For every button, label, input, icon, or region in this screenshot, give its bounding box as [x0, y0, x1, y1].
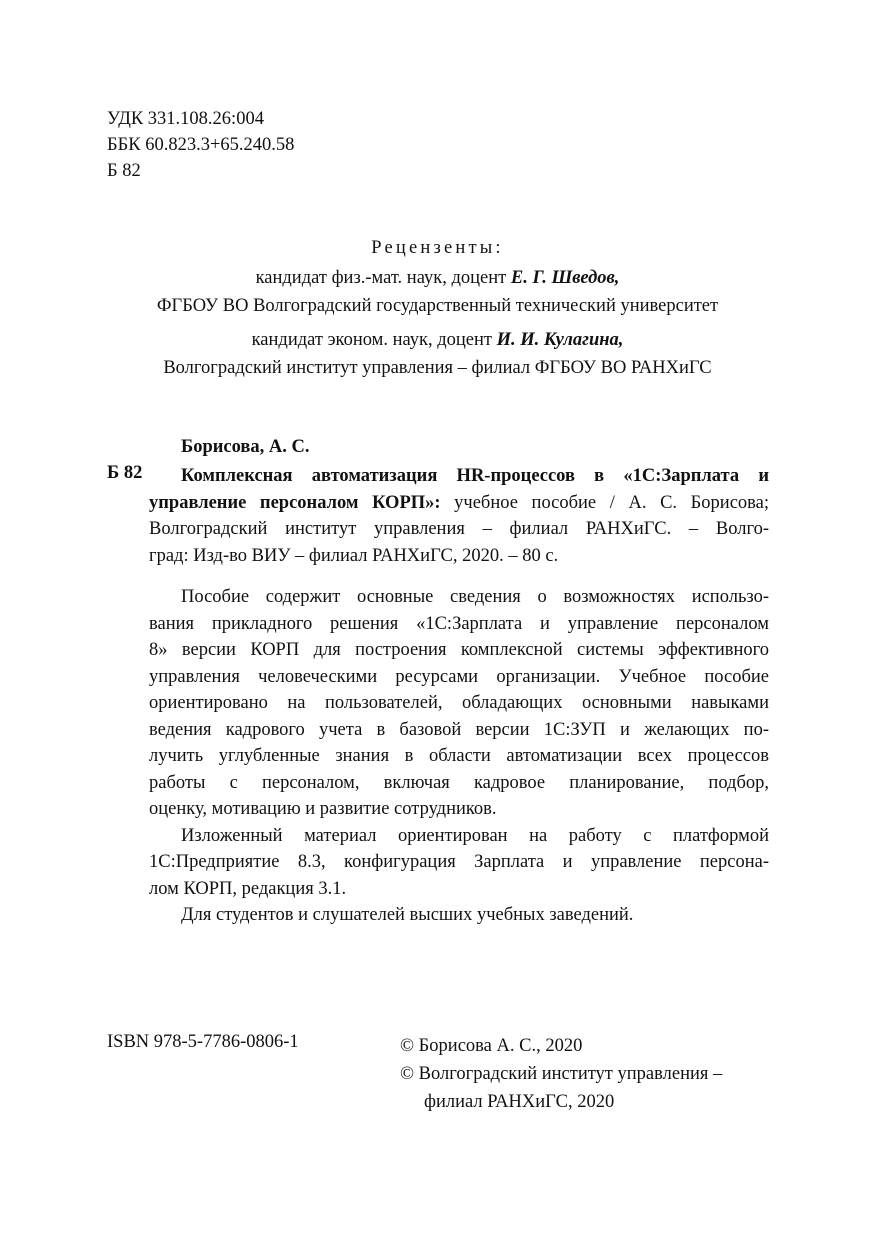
udk-code: УДК 331.108.26:004 [107, 109, 264, 129]
citation-line-4: град: Изд-во ВИУ – филиал РАНХиГС, 2020. – 80 с. [149, 545, 559, 566]
citation-line-2 [149, 490, 769, 517]
bibliographic-citation [149, 463, 769, 569]
abstract-line: ориентировано на пользователей, обладающих основными навыками [149, 693, 769, 713]
reviewer-1-line [0, 268, 875, 289]
abstract-line: лом КОРП, редакция 3.1. [149, 878, 347, 899]
abstract [149, 584, 769, 929]
reviewer-1-degree: кандидат физ.-мат. наук, доцент [255, 268, 511, 288]
reviewer-2-org: Волгоградский институт управления – филиал ФГБОУ ВО РАНХиГС [163, 358, 712, 378]
abstract-line: вания прикладного решения «1С:Зарплата и управление персоналом [149, 613, 769, 634]
copyright-institute: © Волгоградский институт управления – [400, 1064, 723, 1084]
audience-line: Для студентов и слушателей высших учебных заведений. [181, 905, 634, 925]
abstract-line: 1С:Предприятие 8.3, конфигурация Зарплата и управление персона- [149, 852, 769, 872]
citation-title-line-1: Комплексная автоматизация HR-процессов в «1С:Зарплата и [181, 466, 769, 486]
copyright-institute-cont: филиал РАНХиГС, 2020 [424, 1092, 615, 1112]
reviewer-2-name: И. И. Кулагина, [496, 330, 624, 350]
reviewer-1-name: Е. Г. Шведов, [510, 268, 620, 288]
abstract-line: Изложенный материал ориентирован на работу с платформой [181, 825, 769, 846]
classification-codes [107, 106, 294, 184]
citation-title-line-2: управление персоналом КОРП»: [149, 492, 441, 513]
abstract-line: управления человеческими ресурсами организации. Учебное пособие [149, 666, 769, 687]
abstract-line: 8» версии КОРП для построения комплексной системы эффективного [149, 640, 769, 660]
citation-code: Б 82 [107, 463, 143, 483]
abstract-line: Пособие содержит основные сведения о возможностях использо- [181, 587, 769, 607]
reviewer-2-line [0, 330, 875, 351]
author-mark: Б 82 [107, 161, 141, 181]
citation-line-3: Волгоградский институт управления – филиал РАНХиГС. – Волго- [149, 519, 769, 539]
reviewers-title: Рецензенты: [371, 238, 504, 258]
abstract-line: оценку, мотивацию и развитие сотрудников. [149, 799, 497, 819]
abstract-line: ведения кадрового учета в базовой версии 1С:ЗУП и желающих по- [149, 719, 769, 740]
citation-author: Борисова, А. С. [181, 437, 310, 457]
abstract-line: лучить углубленные знания в области автоматизации всех процессов [149, 746, 769, 766]
bbk-code: ББК 60.823.3+65.240.58 [107, 135, 295, 155]
reviewer-2-degree: кандидат эконом. наук, доцент [251, 330, 497, 350]
copyright-author: © Борисова А. С., 2020 [400, 1036, 583, 1056]
isbn: ISBN 978-5-7786-0806-1 [107, 1032, 299, 1052]
reviewer-1-org: ФГБОУ ВО Волгоградский государственный технический университет [156, 296, 719, 316]
abstract-line: работы с персоналом, включая кадровое планирование, подбор, [149, 772, 769, 793]
citation-line-2-rest: учебное пособие / А. С. Борисова; [440, 492, 769, 513]
copyright [400, 1032, 722, 1116]
